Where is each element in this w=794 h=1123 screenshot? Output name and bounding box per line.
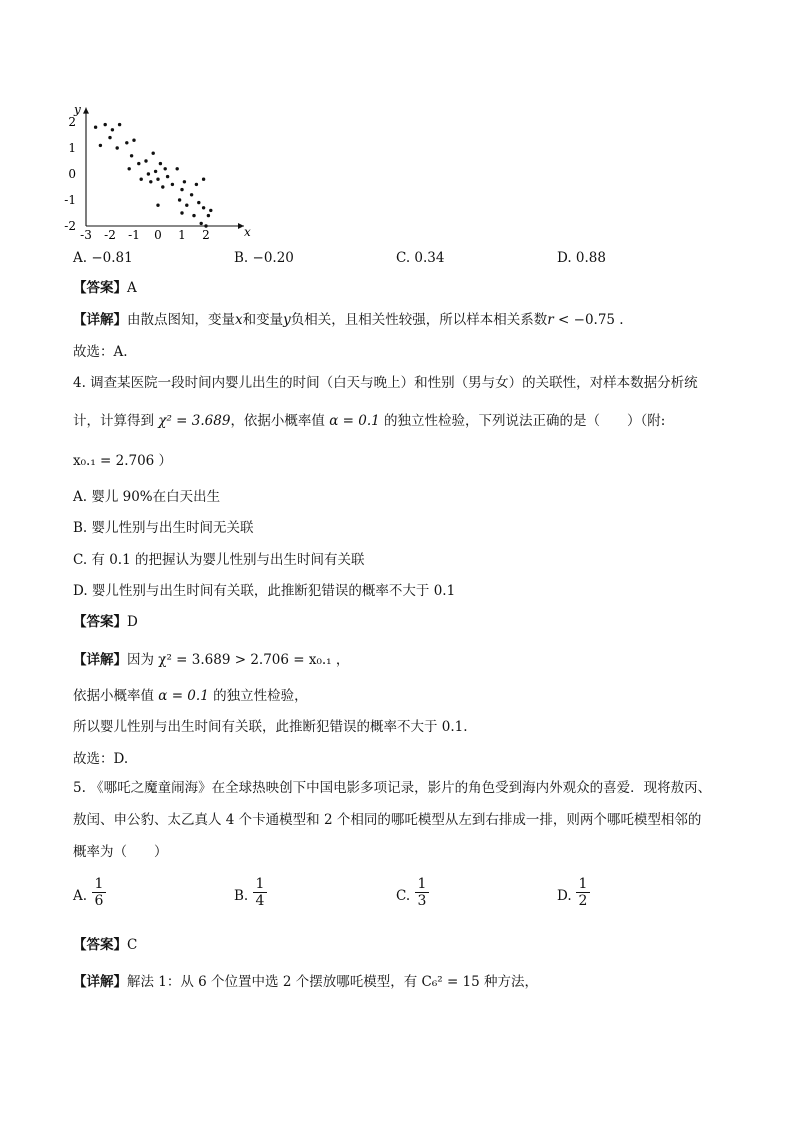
q3-choose: 故选：A.: [73, 344, 128, 360]
data-point: [195, 183, 198, 186]
data-point: [116, 146, 119, 149]
detail-label: 【详解】: [73, 312, 127, 328]
var-y: y: [283, 312, 291, 328]
data-point: [128, 167, 131, 170]
alpha-value: α = 0.1: [329, 413, 380, 429]
detail-text: 依据小概率值: [73, 688, 159, 704]
data-point: [147, 172, 150, 175]
q4-detail-line1: [73, 650, 349, 670]
data-point: [161, 185, 164, 188]
y-axis-label: y: [74, 102, 81, 117]
q5-option-d-label: D.: [557, 888, 572, 904]
q4-option-d: D. 婴儿性别与出生时间有关联，此推断犯错误的概率不大于 0.1: [73, 583, 456, 599]
q3-option-b: B. −0.20: [234, 250, 294, 266]
data-point: [137, 162, 140, 165]
data-point: [156, 178, 159, 181]
chart-points: [94, 123, 213, 228]
q4-answer: [73, 612, 138, 632]
detail-text: 因为 χ² = 3.689 > 2.706 = x₀.₁ ，: [127, 652, 350, 668]
data-point: [104, 123, 107, 126]
detail-label: 【详解】: [73, 974, 127, 990]
q4-option-a: A. 婴儿 90%在白天出生: [73, 489, 221, 505]
data-point: [207, 214, 210, 217]
q4-detail-line2: [73, 686, 308, 706]
answer-value: A: [127, 280, 137, 296]
q4-option-c: C. 有 0.1 的把握认为婴儿性别与出生时间有关联: [73, 552, 365, 568]
data-point: [154, 170, 157, 173]
y-tick-label: 2: [68, 115, 76, 129]
q5-option-c-label: C.: [396, 888, 411, 904]
data-point: [159, 162, 162, 165]
q3-detail: [73, 310, 624, 330]
chi-square-value: χ² = 3.689: [158, 413, 231, 429]
q4-stem-line2: [73, 411, 665, 431]
q5-option-d-fraction: [576, 876, 590, 909]
x-tick-label: 1: [178, 228, 186, 242]
numerator: 1: [415, 876, 429, 893]
y-tick-label: 1: [68, 141, 76, 155]
data-point: [197, 201, 200, 204]
data-point: [209, 209, 212, 212]
data-point: [176, 167, 179, 170]
var-r: r: [547, 312, 554, 328]
q3-option-d: D. 0.88: [557, 250, 606, 266]
data-point: [202, 178, 205, 181]
data-point: [156, 204, 159, 207]
data-point: [171, 183, 174, 186]
chart-axes: [83, 108, 244, 229]
answer-value: C: [127, 937, 138, 953]
data-point: [185, 204, 188, 207]
q4-text: 的独立性检验，下列说法正确的是（ ）（附:: [379, 413, 666, 429]
q5-option-a-fraction: [92, 876, 106, 909]
q5-stem-line1: 5. 《哪吒之魔童闹海》在全球热映创下中国电影多项记录，影片的角色受到海内外观众的喜爱．现将敖丙、: [73, 780, 712, 796]
x-axis-label: x: [244, 225, 251, 239]
data-point: [118, 123, 121, 126]
data-point: [180, 188, 183, 191]
data-point: [178, 198, 181, 201]
q3-option-c: C. 0.34: [396, 250, 445, 266]
q5-option-b-fraction: [253, 876, 267, 909]
numerator: 1: [253, 876, 267, 893]
denominator: 4: [255, 893, 265, 909]
x-tick-label: 0: [154, 228, 162, 242]
answer-label: 【答案】: [73, 937, 127, 953]
q3-answer: [73, 278, 137, 298]
answer-label: 【答案】: [73, 614, 127, 630]
y-tick-label: 0: [68, 167, 76, 181]
q4-text: ，依据小概率值: [230, 413, 330, 429]
data-point: [180, 211, 183, 214]
q4-option-b: B. 婴儿性别与出生时间无关联: [73, 520, 254, 536]
x-tick-label: -3: [80, 228, 92, 242]
data-point: [130, 154, 133, 157]
data-point: [140, 178, 143, 181]
data-point: [125, 141, 128, 144]
alpha-value: α = 0.1: [158, 688, 209, 704]
chart-ticks: [64, 103, 251, 242]
data-point: [192, 214, 195, 217]
x-tick-label: 2: [202, 228, 210, 242]
denominator: 3: [417, 893, 427, 909]
data-point: [190, 193, 193, 196]
data-point: [183, 180, 186, 183]
answer-label: 【答案】: [73, 280, 127, 296]
data-point: [108, 136, 111, 139]
y-axis-arrow: [83, 108, 89, 114]
data-point: [144, 159, 147, 162]
detail-label: 【详解】: [73, 652, 127, 668]
q5-option-b-label: B.: [234, 888, 249, 904]
numerator: 1: [576, 876, 590, 893]
data-point: [164, 167, 167, 170]
data-point: [152, 152, 155, 155]
data-point: [99, 144, 102, 147]
data-point: [200, 222, 203, 225]
data-point: [166, 175, 169, 178]
y-tick-label: -1: [64, 193, 76, 207]
q4-stem-line1: 4. 调查某医院一段时间内婴儿出生的时间（白天与晚上）和性别（男与女）的关联性，对样本数据分析统: [73, 375, 698, 391]
q3-option-a: A. −0.81: [73, 250, 133, 266]
detail-text: 由散点图知，变量: [127, 312, 235, 328]
y-tick-label: -2: [64, 219, 76, 233]
answer-value: D: [127, 614, 138, 630]
q5-stem-line3: 概率为（ ）: [73, 844, 168, 860]
data-point: [94, 126, 97, 129]
detail-text: 负相关，且相关性较强，所以样本相关系数: [290, 312, 548, 328]
data-point: [132, 139, 135, 142]
q5-option-a-label: A.: [73, 888, 88, 904]
data-point: [149, 180, 152, 183]
scatter-chart: [60, 88, 250, 240]
numerator: 1: [92, 876, 106, 893]
q5-answer: [73, 935, 137, 955]
detail-text: < −0.75 .: [553, 312, 624, 328]
detail-text: 和变量: [242, 312, 284, 328]
var-x: x: [235, 312, 243, 328]
x-tick-label: -2: [104, 228, 116, 242]
q5-option-c-fraction: [415, 876, 429, 909]
q5-detail: [73, 972, 538, 992]
x-tick-label: -1: [128, 228, 140, 242]
detail-text: 解法 1：从 6 个位置中选 2 个摆放哪吒模型，有 C₆² = 15 种方法，: [127, 974, 539, 990]
q4-text: 计，计算得到: [73, 413, 159, 429]
q5-stem-line2: 敖闰、申公豹、太乙真人 4 个卡通模型和 2 个相同的哪吒模型从左到右排成一排，则两个哪吒模型相邻的: [73, 812, 702, 828]
detail-text: 的独立性检验，: [208, 688, 308, 704]
data-point: [111, 128, 114, 131]
denominator: 2: [578, 893, 588, 909]
denominator: 6: [94, 893, 104, 909]
q4-stem-line3: x₀.₁ = 2.706 ）: [73, 453, 173, 469]
data-point: [202, 206, 205, 209]
q4-choose: 故选：D.: [73, 751, 129, 767]
q4-detail-line3: 所以婴儿性别与出生时间有关联，此推断犯错误的概率不大于 0.1.: [73, 719, 468, 735]
